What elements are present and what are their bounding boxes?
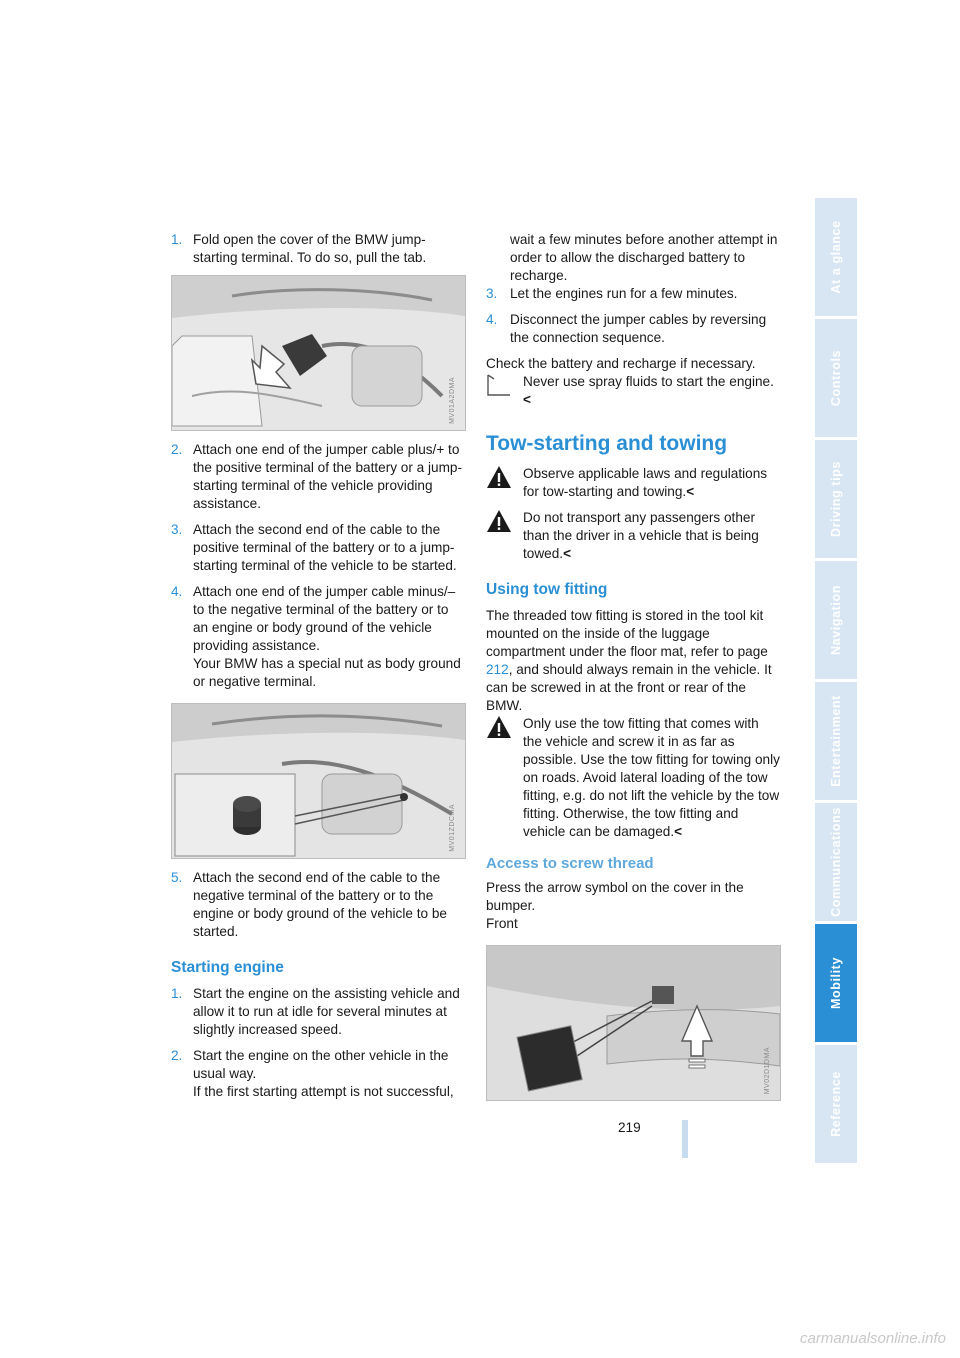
front-label: Front <box>486 916 518 931</box>
tow-fitting-heading: Using tow fitting <box>486 581 608 598</box>
step-text: Fold open the cover of the BMW jump-starting terminal. To do so, pull the tab. <box>193 232 427 265</box>
left-column <box>171 231 466 1109</box>
tab-communications[interactable] <box>815 803 857 921</box>
watermark: carmanualsonline.info <box>800 1330 946 1347</box>
tab-at-a-glance[interactable] <box>815 198 857 316</box>
step-text: Attach one end of the jumper cable minus/– to the negative terminal of the battery or to an engine or body ground of the vehicle providing assistance. <box>193 584 456 653</box>
step-text-continued: Your BMW has a special nut as body ground or negative terminal. <box>193 656 461 689</box>
right-column <box>486 231 781 1111</box>
tab-label: Mobility <box>829 956 843 1010</box>
step-number: 4. <box>171 584 183 599</box>
warning-tow-fitting <box>486 715 781 841</box>
step-text: Attach the second end of the cable to the positive terminal of the battery or to a jump-starting terminal of the vehicle to be started. <box>193 522 457 573</box>
warning-text: Only use the tow fitting that comes with the vehicle and screw it in as far as possible. Use the tow fitting for towing only on roads. Avoid lateral loading of the tow fitting, e.g. do not lift the vehicle by the tow fitting. Otherwise, the tow fitting and vehicle can be damaged. <box>523 716 780 839</box>
step-number: 1. <box>171 232 183 247</box>
image-code: MV01A2DMA <box>449 377 456 424</box>
ground-nut-illustration <box>172 704 465 858</box>
engine-bay-illustration <box>172 276 465 430</box>
tab-reference[interactable] <box>815 1045 857 1163</box>
spray-note <box>486 373 781 409</box>
bumper-cover-photo <box>486 945 781 1101</box>
bumper-illustration <box>487 946 780 1100</box>
image-code: MV02D1DMA <box>764 1046 771 1094</box>
page-number-bar <box>682 1120 688 1158</box>
jump-step-2 <box>171 441 466 513</box>
tow-fitting-text <box>486 607 781 715</box>
jump-step-3b <box>486 285 781 303</box>
warning-icon <box>486 509 512 533</box>
step-text: Attach one end of the jumper cable plus/+ to the positive terminal of the battery or a jump-starting terminal of the vehicle providing assistance. <box>193 442 462 511</box>
tab-navigation[interactable] <box>815 561 857 679</box>
starting-engine-heading: Starting engine <box>171 959 284 976</box>
warning-icon <box>486 715 512 739</box>
warning-icon <box>486 465 512 489</box>
jump-step-5 <box>171 869 466 941</box>
end-mark: < <box>674 824 683 839</box>
tab-mobility[interactable] <box>815 924 857 1042</box>
note-text: Never use spray fluids to start the engine. <box>523 374 774 389</box>
step-number: 2. <box>171 442 183 457</box>
step-text: Start the engine on the other vehicle in the usual way. <box>193 1048 449 1081</box>
jump-step-1 <box>171 231 466 267</box>
step-number: 1. <box>171 986 183 1001</box>
end-mark: < <box>523 392 531 407</box>
note-icon <box>486 373 512 397</box>
step-number: 4. <box>486 312 498 327</box>
page-link-212[interactable]: 212 <box>486 662 509 677</box>
warning-passengers <box>486 509 781 563</box>
tow-text-b: , and should always remain in the vehicle. It can be screwed in at the front or rear of the BMW. <box>486 662 772 713</box>
end-mark: < <box>686 484 695 499</box>
side-navigation-tabs <box>815 198 857 1166</box>
ground-terminal-photo <box>171 703 466 859</box>
step-number: 3. <box>486 286 498 301</box>
start-step-2 <box>171 1047 466 1101</box>
step-number: 3. <box>171 522 183 537</box>
jump-step-4 <box>171 583 466 691</box>
warning-text: Observe applicable laws and regulations for tow-starting and towing. <box>523 466 768 499</box>
warning-laws <box>486 465 781 501</box>
check-battery-text: Check the battery and recharge if necessary. <box>486 356 756 371</box>
tow-text-a: The threaded tow fitting is stored in the tool kit mounted on the inside of the luggage compartment under the floor mat, refer to page <box>486 608 768 659</box>
tab-label: Communications <box>829 807 843 917</box>
jump-step-4b <box>486 311 781 347</box>
screw-thread-heading: Access to screw thread <box>486 855 654 872</box>
jump-step-3 <box>171 521 466 575</box>
step-text: Let the engines run for a few minutes. <box>510 286 738 301</box>
tab-label: Reference <box>829 1071 843 1137</box>
step-number: 5. <box>171 870 183 885</box>
start-step-1 <box>171 985 466 1039</box>
step-number: 2. <box>171 1048 183 1063</box>
tab-label: Driving tips <box>829 461 843 537</box>
tab-controls[interactable] <box>815 319 857 437</box>
section-title: Tow-starting and towing <box>486 432 728 455</box>
jump-terminal-photo <box>171 275 466 431</box>
tab-label: Entertainment <box>829 695 843 787</box>
tab-entertainment[interactable] <box>815 682 857 800</box>
step-text: Start the engine on the assisting vehicle and allow it to run at idle for several minutes at slightly increased speed. <box>193 986 460 1037</box>
step-text-continued: If the first starting attempt is not successful, <box>193 1084 454 1099</box>
screw-thread-text: Press the arrow symbol on the cover in the bumper. <box>486 880 744 913</box>
tab-driving-tips[interactable] <box>815 440 857 558</box>
image-code: MV01ZDCMA <box>449 804 456 852</box>
tab-label: Controls <box>829 349 843 407</box>
end-mark: < <box>563 546 572 561</box>
tab-label: Navigation <box>829 585 843 655</box>
page-number: 219 <box>618 1120 641 1135</box>
continued-text: wait a few minutes before another attempt in order to allow the discharged battery to recharge. <box>510 232 778 283</box>
step-text: Disconnect the jumper cables by reversing the connection sequence. <box>510 312 767 345</box>
step-text: Attach the second end of the cable to the negative terminal of the battery or to the engine or body ground of the vehicle to be started. <box>193 870 447 939</box>
tab-label: At a glance <box>829 220 843 294</box>
warning-text: Do not transport any passengers other than the driver in a vehicle that is being towed. <box>523 510 759 561</box>
